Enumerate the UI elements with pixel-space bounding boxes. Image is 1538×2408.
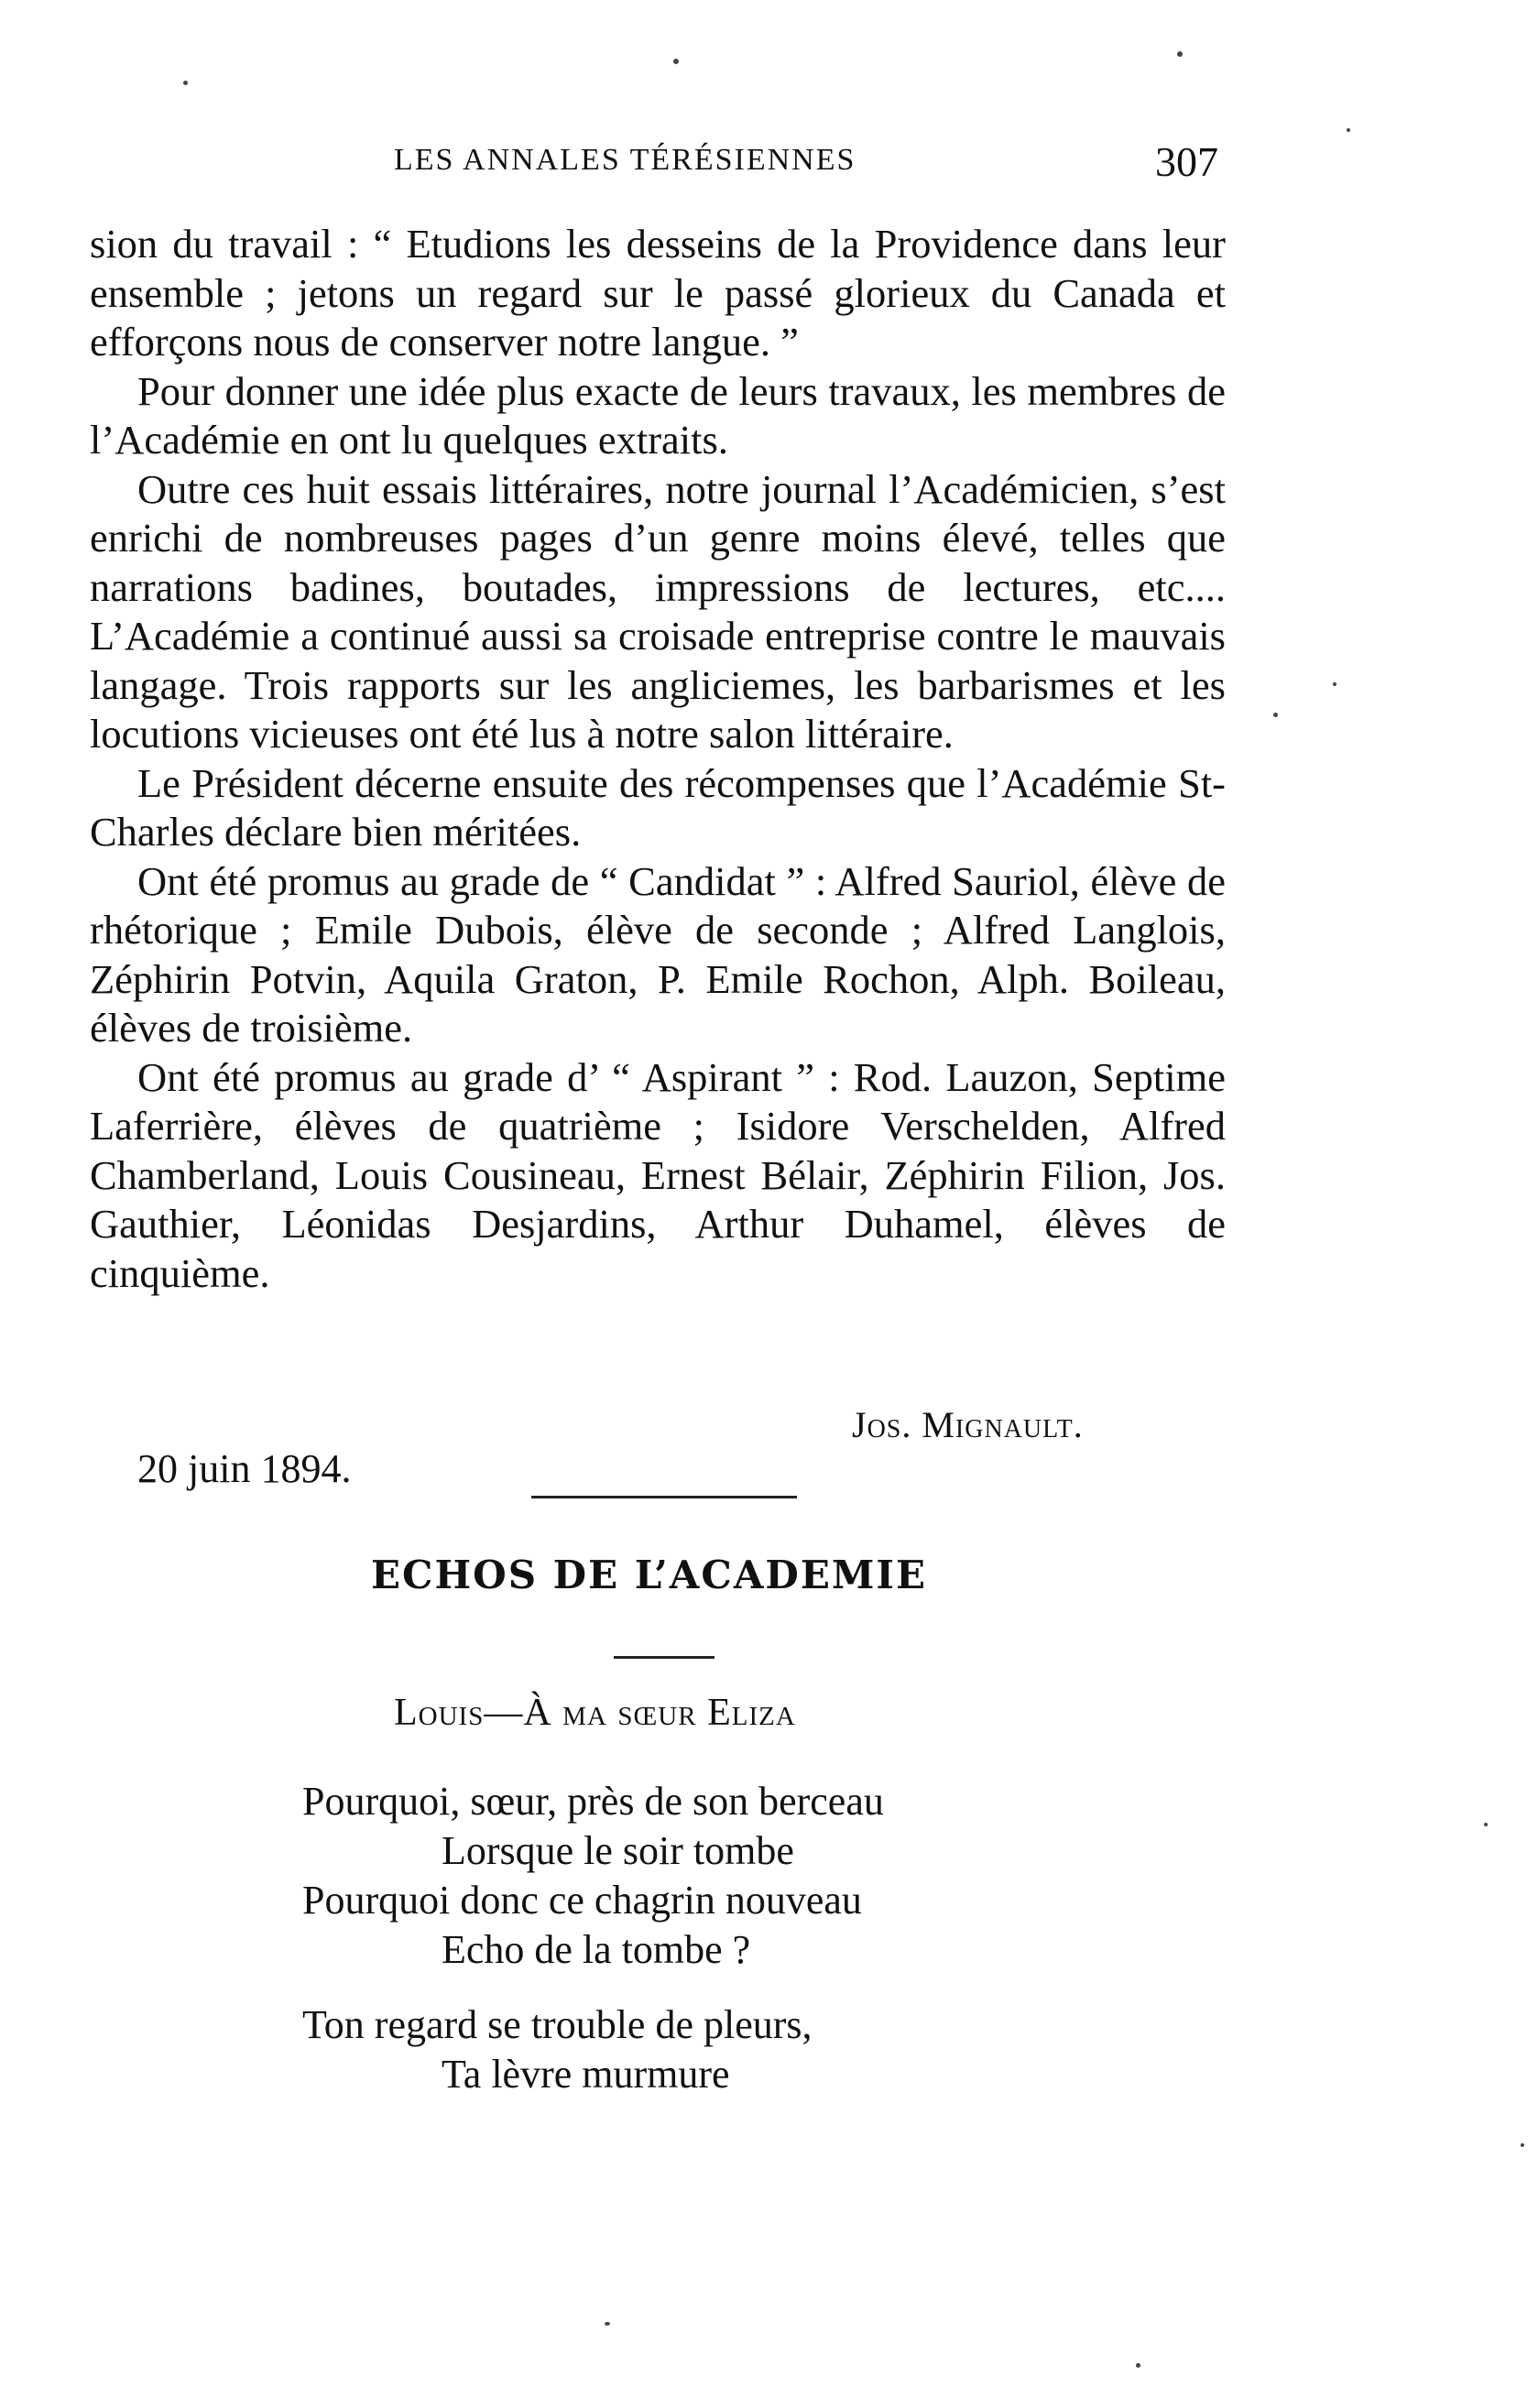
section-title: ECHOS DE L’ACADEMIE <box>371 1553 927 1597</box>
scan-speck <box>1177 51 1183 57</box>
scan-speck <box>1521 2143 1524 2147</box>
scan-speck <box>183 81 188 85</box>
scan-speck <box>673 59 679 64</box>
paragraph: Le Président décerne ensuite des récompenses que l’Académie St-Charles déclare bien méritées. <box>90 759 1226 855</box>
scan-speck <box>1484 1823 1488 1826</box>
separator-rule <box>531 1496 797 1498</box>
running-header <box>92 137 1218 192</box>
poem-line: Ton regard se trouble de pleurs, <box>302 2002 813 2047</box>
paragraph: Ont été promus au grade de “ Candidat ” : Alfred Sauriol, élève de rhétorique ; Emile Dubois, élève de seconde ; Alfred Langlois, Zéphirin Potvin, Aquila Graton, P. Emile Rochon, Alph. Boileau, élèves de troisième. <box>90 857 1226 1051</box>
poem <box>302 1777 884 2125</box>
poem-title: Louis—À ma sœur Eliza <box>394 1692 796 1734</box>
date-line: 20 juin 1894. <box>137 1446 352 1491</box>
scan-speck <box>1333 682 1336 686</box>
scan-speck <box>605 2322 610 2326</box>
running-title: LES ANNALES TÉRÉSIENNES <box>394 143 856 177</box>
poem-line: Echo de la tombe ? <box>442 1927 751 1972</box>
poem-line: Lorsque le soir tombe <box>442 1828 794 1873</box>
poem-stanza <box>302 1777 884 1975</box>
paragraph: Ont été promus au grade d’ “ Aspirant ” : Rod. Lauzon, Septime Laferrière, élèves de quatrième ; Isidore Verschelden, Alfred Chamberland, Louis Cousineau, Ernest Bélair, Zéphirin Filion, Jos. Gauthier, Léonidas Desjardins, Arthur Duhamel, élèves de cinquième. <box>90 1053 1226 1296</box>
separator-rule <box>614 1656 714 1659</box>
paragraph: Pour donner une idée plus exacte de leurs travaux, les membres de l’Académie en ont lu quelques extraits. <box>90 367 1226 463</box>
poem-line: Ta lèvre murmure <box>442 2052 730 2097</box>
body-text <box>90 220 1226 1298</box>
scan-speck <box>1136 2363 1140 2368</box>
paragraph: Outre ces huit essais littéraires, notre journal l’Académicien, s’est enrichi de nombreuses pages d’un genre moins élevé, telles que narrations badines, boutades, impressions de lectures, etc.... L’Académie a continué aussi sa croisade entreprise contre le mauvais langage. Trois rapports sur les angliciemes, les barbarismes et les locutions vicieuses ont été lus à notre salon littéraire. <box>90 465 1226 757</box>
poem-line: Pourquoi donc ce chagrin nouveau <box>302 1878 862 1923</box>
poem-line: Pourquoi, sœur, près de son berceau <box>302 1779 884 1824</box>
paragraph: sion du travail : “ Etudions les desseins de la Providence dans leur ensemble ; jetons un regard sur le passé glorieux du Canada et efforçons nous de conserver notre langue. ” <box>90 221 1226 365</box>
signature: Jos. Mignault. <box>852 1404 1084 1445</box>
scan-speck <box>1347 128 1350 132</box>
poem-stanza <box>302 2000 884 2099</box>
scan-speck <box>1273 713 1278 717</box>
page-number: 307 <box>1155 138 1218 185</box>
